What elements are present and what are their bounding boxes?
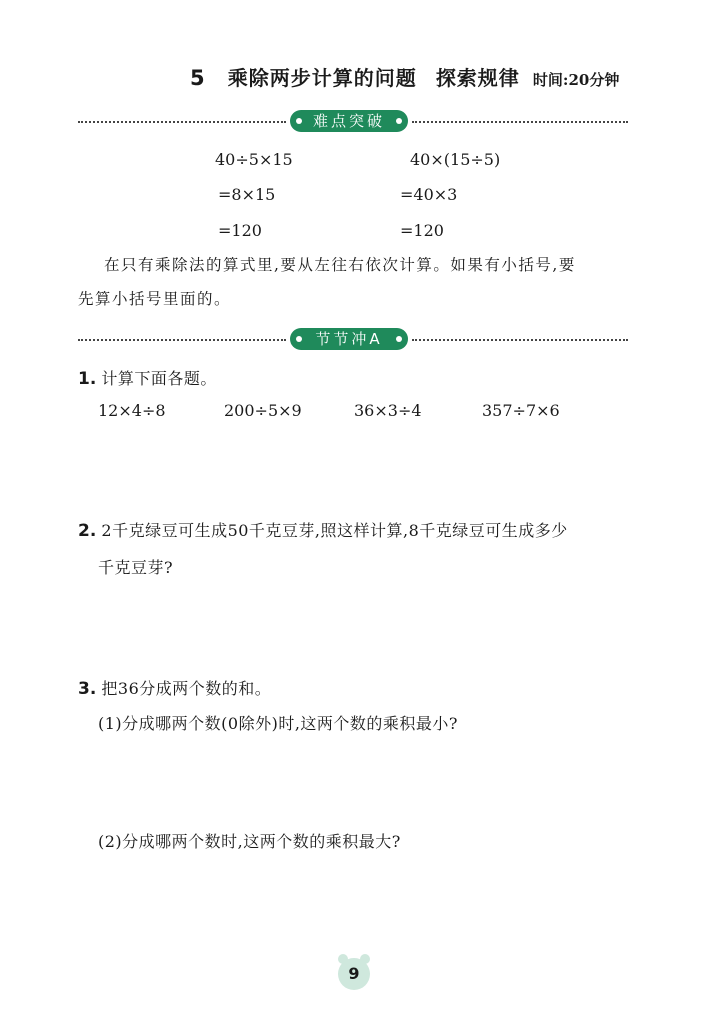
sub-question-2: (2)分成哪两个数时,这两个数的乘积最大? bbox=[98, 832, 401, 851]
example-left-step-3: =120 bbox=[218, 221, 262, 240]
example-right-step-2: =40×3 bbox=[400, 185, 458, 204]
difficulty-section-label: 难点突破 bbox=[290, 110, 408, 132]
time-limit: 时间:20分钟 bbox=[532, 71, 620, 89]
practice-section-bar bbox=[78, 328, 628, 352]
page-header bbox=[190, 62, 640, 92]
difficulty-section-bar bbox=[78, 110, 628, 134]
lesson-title: 乘除两步计算的问题 bbox=[227, 66, 417, 90]
lesson-subtitle: 探索规律 bbox=[435, 66, 520, 90]
dotted-divider bbox=[412, 121, 628, 123]
question-text-line-1: 2千克绿豆可生成50千克豆芽,照这样计算,8千克绿豆可生成多少 bbox=[101, 521, 568, 540]
expression-3: 36×3÷4 bbox=[354, 401, 422, 420]
question-number: 1. bbox=[78, 369, 97, 389]
expression-1: 12×4÷8 bbox=[98, 401, 166, 420]
example-right-step-3: =120 bbox=[400, 221, 444, 240]
example-left-step-2: =8×15 bbox=[218, 185, 276, 204]
question-1 bbox=[78, 366, 217, 389]
page-number: 9 bbox=[348, 964, 360, 983]
question-3 bbox=[78, 676, 271, 699]
lesson-number: 5 bbox=[190, 66, 205, 90]
question-text: 计算下面各题。 bbox=[101, 369, 217, 388]
question-number: 3. bbox=[78, 679, 97, 699]
rule-text-line-2: 先算小括号里面的。 bbox=[78, 290, 232, 308]
dotted-divider bbox=[78, 339, 286, 341]
question-text: 把36分成两个数的和。 bbox=[101, 679, 272, 698]
question-number: 2. bbox=[78, 521, 97, 541]
expression-2: 200÷5×9 bbox=[224, 401, 302, 420]
example-left-step-1: 40÷5×15 bbox=[215, 150, 293, 169]
dotted-divider bbox=[78, 121, 286, 123]
sub-question-1: (1)分成哪两个数(0除外)时,这两个数的乘积最小? bbox=[98, 714, 458, 733]
expression-4: 357÷7×6 bbox=[482, 401, 560, 420]
question-2 bbox=[78, 518, 678, 541]
example-right-step-1: 40×(15÷5) bbox=[410, 150, 501, 169]
dotted-divider bbox=[412, 339, 628, 341]
question-text-line-2: 千克豆芽? bbox=[98, 558, 174, 577]
page-number-badge bbox=[338, 958, 370, 990]
practice-section-label: 节节冲A bbox=[290, 328, 408, 350]
rule-text-line-1: 在只有乘除法的算式里,要从左往右依次计算。如果有小括号,要 bbox=[104, 256, 576, 274]
